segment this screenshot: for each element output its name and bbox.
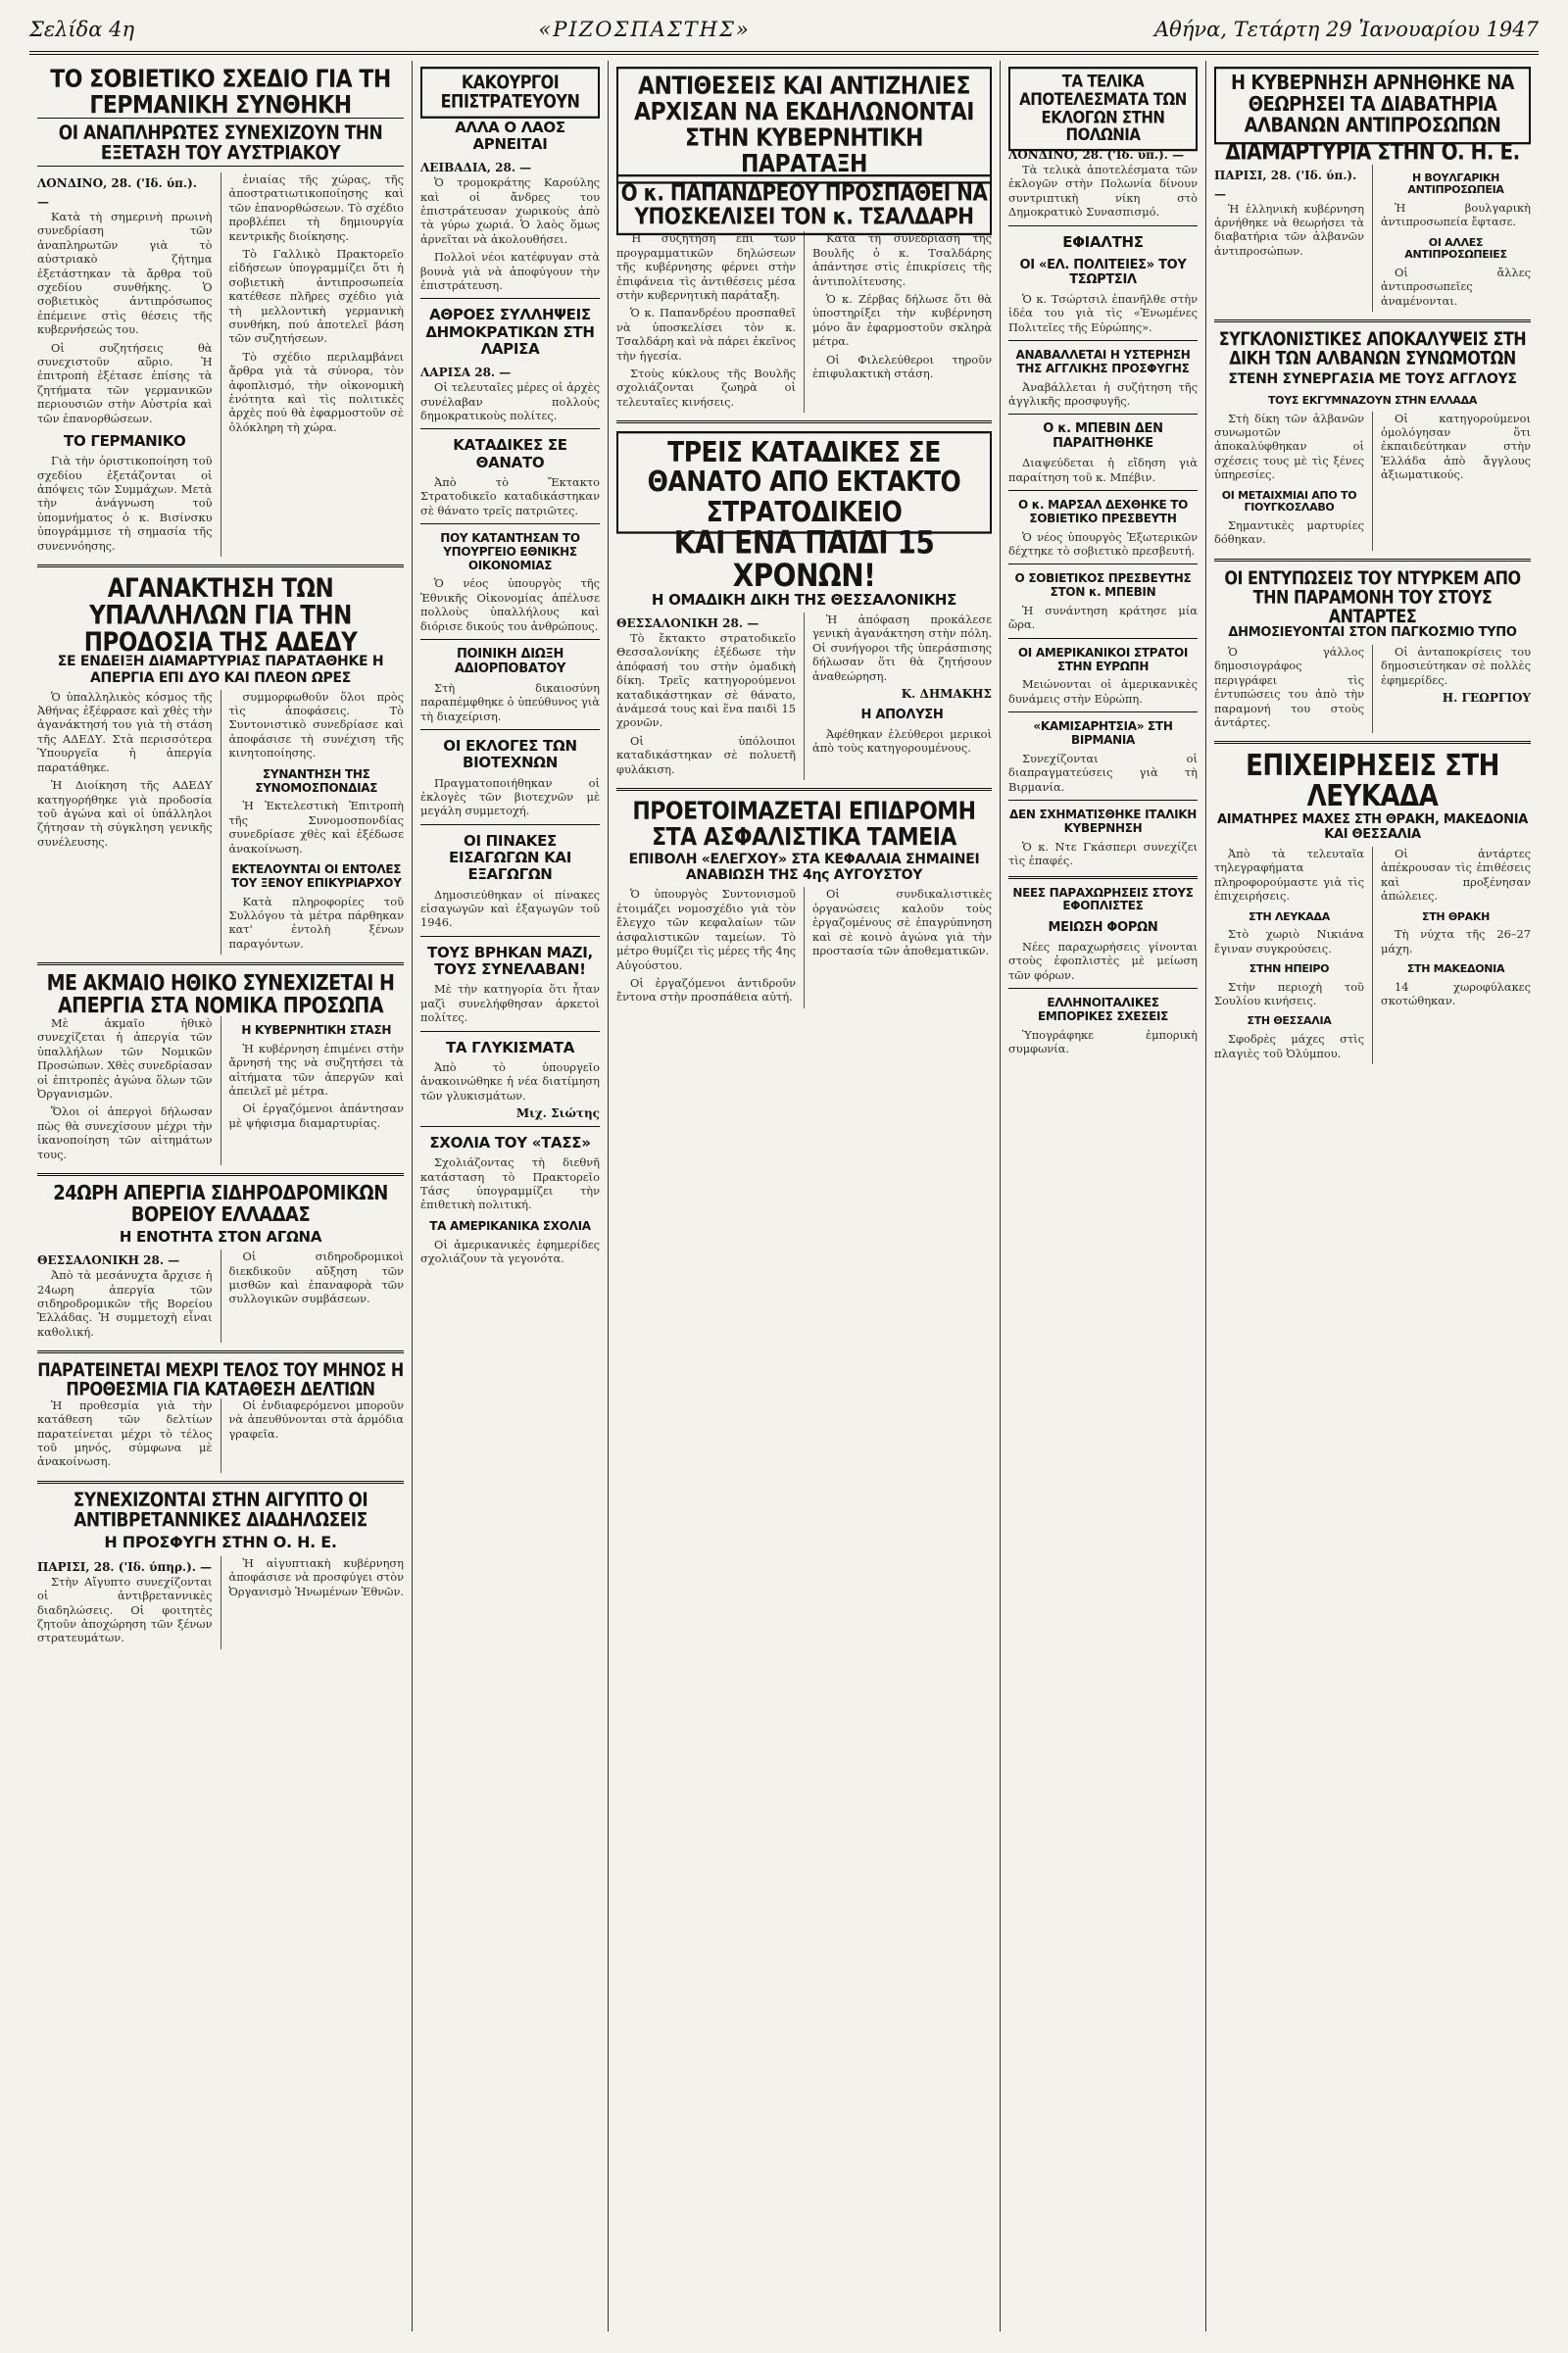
dateline: ΛΕΙΒΑΔΙΑ, 28. — (420, 161, 532, 175)
column-5: Η ΚΥΒΕΡΝΗΣΗ ΑΡΝΗΘΗΚΕ ΝΑ ΘΕΩΡΗΣΕΙ ΤΑ ΔΙΑΒΑΤΗΡΙΑ ΑΛΒΑΝΩΝ ΑΝΤΙΠΡΟΣΩΠΩΝ ΔΙΑΜΑΡΤΥΡΙΑ ΣΤΗΝ Ο. Η. Ε. ΠΑΡΙΣΙ, 28. ('Ιδ. ύπ.). — Ἡ ἑλληνικὴ κυβέρνηση ἀρνήθηκε νὰ θεωρήσει τὰ διαβατήρια τῶν ἀλβανῶν ἀντιπροσώπων. Η ΒΟΥΛΓΑΡΙΚΗ ΑΝΤΙΠΡΟΣΩΠΕΙΑ Ἡ βουλγαρικὴ ἀντιπροσωπεία ἔφτασε. ΟΙ ΑΛΛΕΣ ΑΝΤΙΠΡΟΣΩΠΕΙΕΣ Οἱ ἄλλες ἀντιπροσωπεῖες ἀναμένονται. ΣΥΓΚΛΟΝΙΣΤΙΚΕΣ ΑΠΟΚΑΛΥΨΕΙΣ ΣΤΗ ΔΙΚΗ ΤΩΝ ΑΛΒΑΝΩΝ ΣΥΝΩΜΟΤΩΝ ΣΤΕΝΗ ΣΥΝΕΡΓΑΣΙΑ ΜΕ ΤΟΥΣ ΑΓΓΛΟΥΣ ΤΟΥΣ ΕΚΓΥΜΝΑΖΟΥΝ ΣΤΗΝ ΕΛΛΑΔΑ Στὴ δίκη τῶν ἀλβανῶν συνωμοτῶν ἀποκαλύφθηκαν οἱ σχέσεις τους μὲ τὶς ξένες ὑπηρεσίες. ΟΙ ΜΕΤΑΙΧΜΙΑΙ ΑΠΟ ΤΟ ΓΙΟΥΓΚΟΣΛΑΒΟ Σημαντικὲς μαρτυρίες δόθηκαν. Οἱ κατηγορούμενοι ὁμολόγησαν ὅτι ἐκπαιδεύτηκαν στὴν Ἑλλάδα ἀπὸ ἄγγλους ἀξιωματικούς. ΟΙ ΕΝΤΥΠΩΣΕΙΣ ΤΟΥ ΝΤΥΡΚΕΜ ΑΠΟ ΤΗΝ ΠΑΡΑΜΟΝΗ ΤΟΥ ΣΤΟΥΣ ΑΝΤΑΡΤΕΣ ΔΗΜΟΣΙΕΥΟΝΤΑΙ ΣΤΟΝ ΠΑΓΚΟΣΜΙΟ ΤΥΠΟ Ὁ γάλλος δημοσιογράφος περιγράφει τὶς ἐντυπώσεις του ἀπὸ τὴν παραμονή του στοὺς ἀντάρτες. Οἱ ἀνταποκρίσεις του δημοσιεύτηκαν σὲ πολλὲς ἐφημερίδες. Η. ΓΕΩΡΓΙΟΥ ΕΠΙΧΕΙΡΗΣΕΙΣ ΣΤΗ ΛΕΥΚΑΔΑ ΑΙΜΑΤΗΡΕΣ ΜΑΧΕΣ ΣΤΗ ΘΡΑΚΗ, ΜΑΚΕΔΟΝΙΑ ΚΑΙ ΘΕΣΣΑΛΙΑ Ἀπὸ τὰ τελευταῖα τηλεγραφήματα πληροφορούμαστε γιὰ τὶς ἐπιχειρήσεις. ΣΤΗ ΛΕΥΚΑΔΑ Στὸ χωριὸ Νικιάνα ἔγιναν συγκρούσεις. ΣΤΗΝ ΗΠΕΙΡΟ Στὴν περιοχὴ τοῦ Σουλίου κινήσεις. ΣΤΗ ΘΕΣΣΑΛΙΑ Σφοδρὲς μάχες στὶς πλαγιὲς τοῦ Ὀλύμπου. Οἱ ἀντάρτες ἀπέκρουσαν τὶς ἐπιθέσεις καὶ προξένησαν ἀπώλειες. ΣΤΗ ΘΡΑΚΗ Τὴ νύχτα τῆς 26–27 μάχη. ΣΤΗ ΜΑΚΕΔΟΝΙΑ 14 χωροφύλακες σκοτώθηκαν. (1205, 61, 1539, 2331)
subhead-un-protest: ΔΙΑΜΑΡΤΥΡΙΑ ΣΤΗΝ Ο. Η. Ε. (1225, 137, 1520, 165)
region-lefkada: ΣΤΗ ΛΕΥΚΑΔΑ (1249, 909, 1330, 923)
subhead-foreign-orders: ΕΚΤΕΛΟΥΝΤΑΙ ΟΙ ΕΝΤΟΛΕΣ ΤΟΥ ΞΕΝΟΥ ΕΠΙΚΥΡΙΑΡΧΟΥ (230, 861, 402, 890)
subhead-nightmare: ΕΦΙΑΛΤΗΣ (1062, 232, 1144, 251)
subhead-unity: Η ΕΝΟΤΗΤΑ ΣΤΟΝ ΑΓΩΝΑ (119, 1227, 322, 1246)
newspaper-name: «ΡΙΖΟΣΠΑΣΤΗΣ» (538, 18, 751, 41)
column-4: ΤΑ ΤΕΛΙΚΑ ΑΠΟΤΕΛΕΣΜΑΤΑ ΤΩΝ ΕΚΛΟΓΩΝ ΣΤΗΝ ΠΟΛΩΝΙΑ ΛΟΝΔΙΝΟ, 28. ('Ιδ. ύπ.). — Τὰ τελικὰ ἀποτελέσματα τῶν ἐκλογῶν στὴν Πολωνία δίνουν συντριπτικὴ νίκη στὸ Δημοκρατικὸ Συνασπισμό. ΕΦΙΑΛΤΗΣ ΟΙ «ΕΛ. ΠΟΛΙΤΕΙΕΣ» ΤΟΥ ΤΣΩΡΤΣΙΛ Ὁ κ. Τσώρτσιλ ἐπανῆλθε στὴν ἰδέα του γιὰ τὶς «Ἑνωμένες Πολιτεῖες τῆς Εὐρώπης». ΑΝΑΒΑΛΛΕΤΑΙ Η ΥΣΤΕΡΗΣΗ ΤΗΣ ΑΓΓΛΙΚΗΣ ΠΡΟΣΦΥΓΗΣ Ἀναβάλλεται ἡ συζήτηση τῆς ἀγγλικῆς προσφυγῆς. Ο κ. ΜΠΕΒΙΝ ΔΕΝ ΠΑΡΑΙΤΗΘΗΚΕ Διαψεύδεται ἡ εἴδηση γιὰ παραίτηση τοῦ κ. Μπέβιν. Ο κ. ΜΑΡΣΑΛ ΔΕΧΘΗΚΕ ΤΟ ΣΟΒΙΕΤΙΚΟ ΠΡΕΣΒΕΥΤΗ Ὁ νέος ὑπουργὸς Ἐξωτερικῶν δέχτηκε τὸ σοβιετικὸ πρεσβευτή. Ο ΣΟΒΙΕΤΙΚΟΣ ΠΡΕΣΒΕΥΤΗΣ ΣΤΟΝ κ. ΜΠΕΒΙΝ Ἡ συνάντηση κράτησε μία ὥρα. ΟΙ ΑΜΕΡΙΚΑΝΙΚΟΙ ΣΤΡΑΤΟΙ ΣΤΗΝ ΕΥΡΩΠΗ Μειώνονται οἱ ἀμερικανικὲς δυνάμεις στὴν Εὐρώπη. «ΚΑΜΙΣΑΡΗΤΣΙΑ» ΣΤΗ ΒΙΡΜΑΝΙΑ Συνεχίζονται οἱ διαπραγματεύσεις γιὰ τὴ Βιρμανία. ΔΕΝ ΣΧΗΜΑΤΙΣΘΗΚΕ ΙΤΑΛΙΚΗ ΚΥΒΕΡΝΗΣΗ Ὁ κ. Ντε Γκάσπερι συνεχίζει τὶς ἐπαφές. ΝΕΕΣ ΠΑΡΑΧΩΡΗΣΕΙΣ ΣΤΟΥΣ ΕΦΟΠΛΙΣΤΕΣ ΜΕΙΩΣΗ ΦΟΡΩΝ Νέες παραχωρήσεις γίνονται στοὺς ἐφοπλιστὲς μὲ μείωση τῶν φόρων. ΕΛΛΗΝΟΙΤΑΛΙΚΕΣ ΕΜΠΟΡΙΚΕΣ ΣΧΕΣΕΙΣ Ὑπογράφηκε ἐμπορικὴ συμφωνία. (1000, 61, 1205, 2331)
headline-lefkada: ΕΠΙΧΕΙΡΗΣΕΙΣ ΣΤΗ ΛΕΥΚΑΔΑ (1246, 750, 1499, 815)
subhead-prosecution: ΠΟΙΝΙΚΗ ΔΙΩΞΗ ΑΔΙΟΡΠΟΒΑΤΟΥ (454, 647, 566, 676)
subhead-world-press: ΔΗΜΟΣΙΕΥΟΝΤΑΙ ΣΤΟΝ ΠΑΓΚΟΣΜΙΟ ΤΥΠΟ (1228, 625, 1517, 641)
headline-egypt-demonstrations: ΣΥΝΕΧΙΖΟΝΤΑΙ ΣΤΗΝ ΑΙΓΥΠΤΟ ΟΙ ΑΝΤΙΒΡΕΤΑΝΝΙΚΕΣ ΔΙΑΔΗΛΩΣΕΙΣ (73, 1489, 368, 1532)
subhead-tass: ΣΧΟΛΙΑ ΤΟΥ «ΤΑΣΣ» (429, 1134, 591, 1152)
subhead-bulgarian: Η ΒΟΥΛΓΑΡΙΚΗ ΑΝΤΙΠΡΟΣΩΠΕΙΑ (1407, 171, 1504, 197)
subhead-thessaloniki-trial: Η ΟΜΑΔΙΚΗ ΔΙΚΗ ΤΗΣ ΘΕΣΣΑΛΟΝΙΚΗΣ (651, 590, 957, 609)
subhead-bevin: Ο κ. ΜΠΕΒΙΝ ΔΕΝ ΠΑΡΑΙΤΗΘΗΚΕ (1043, 421, 1163, 452)
subhead-control-revival: ΕΠΙΒΟΛΗ «ΕΛΕΓΧΟΥ» ΣΤΑ ΚΕΦΑΛΑΙΑ ΣΗΜΑΙΝΕΙ ΑΝΑΒΙΩΣΗ ΤΗΣ 4ης ΑΥΓΟΥΣΤΟΥ (628, 852, 980, 884)
dateline: ΛΟΝΔΙΝΟ, 28. ('Ιδ. ύπ.). — (1008, 148, 1185, 162)
column-2: ΚΑΚΟΥΡΓΟΙ ΕΠΙΣΤΡΑΤΕΥΟΥΝ ΑΛΛΑ Ο ΛΑΟΣ ΑΡΝΕΙΤΑΙ ΛΕΙΒΑΔΙΑ, 28. — Ὁ τρομοκράτης Καρούλης καὶ οἱ ἄνδρες του ἐπιστράτευσαν χωρικοὺς ἀπὸ τὰ γύρω χωριά. Ὁ λαὸς ὅμως ἀρνεῖται νὰ ἀκολουθήσει. Πολλοὶ νέοι κατέφυγαν στὰ βουνὰ γιὰ νὰ ἀποφύγουν τὴν ἐπιστράτευση. ΑΘΡΟΕΣ ΣΥΛΛΗΨΕΙΣ ΔΗΜΟΚΡΑΤΙΚΩΝ ΣΤΗ ΛΑΡΙΣΑ ΛΑΡΙΣΑ 28. — Οἱ τελευταῖες μέρες οἱ ἀρχὲς συνέλαβαν πολλοὺς δημοκρατικοὺς πολίτες. ΚΑΤΑΔΙΚΕΣ ΣΕ ΘΑΝΑΤΟ Ἀπὸ τὸ Ἔκτακτο Στρατοδικεῖο καταδικάστηκαν σὲ θάνατο τρεῖς πατριῶτες. ΠΟΥ ΚΑΤΑΝΤΗΣΑΝ ΤΟ ΥΠΟΥΡΓΕΙΟ ΕΘΝΙΚΗΣ ΟΙΚΟΝΟΜΙΑΣ Ὁ νέος ὑπουργὸς τῆς Ἐθνικῆς Οἰκονομίας ἀπέλυσε πολλοὺς ὑπαλλήλους καὶ διόρισε δικούς του ἀνθρώπους. ΠΟΙΝΙΚΗ ΔΙΩΞΗ ΑΔΙΟΡΠΟΒΑΤΟΥ Στὴ δικαιοσύνη παραπέμφθηκε ὁ ὑπεύθυνος γιὰ τὴ διαχείριση. ΟΙ ΕΚΛΟΓΕΣ ΤΩΝ ΒΙΟΤΕΧΝΩΝ Πραγματοποιήθηκαν οἱ ἐκλογὲς τῶν βιοτεχνῶν μὲ μεγάλη συμμετοχή. ΟΙ ΠΙΝΑΚΕΣ ΕΙΣΑΓΩΓΩΝ ΚΑΙ ΕΞΑΓΩΓΩΝ Δημοσιεύθηκαν οἱ πίνακες εἰσαγωγῶν καὶ ἐξαγωγῶν τοῦ 1946. ΤΟΥΣ ΒΡΗΚΑΝ ΜΑΖΙ, ΤΟΥΣ ΣΥΝΕΛΑΒΑΝ! Μὲ τὴν κατηγορία ὅτι ἦταν μαζὶ συνελήφθησαν ἀρκετοὶ πολίτες. ΤΑ ΓΛΥΚΙΣΜΑΤΑ Ἀπὸ τὸ ὑπουργεῖο ἀνακοινώθηκε ἡ νέα διατίμηση τῶν γλυκισμάτων. Μιχ. Σιώτης ΣΧΟΛΙΑ ΤΟΥ «ΤΑΣΣ» Σχολιάζοντας τὴ διεθνῆ κατάσταση τὸ Πρακτορεῖο Τάσς ὑπογραμμίζει τὴν ἐπιθετικὴ πολιτική. ΤΑ ΑΜΕΡΙΚΑΝΙΚΑ ΣΧΟΛΙΑ Οἱ ἀμερικανικὲς ἐφημερίδες σχολιάζουν τὰ γεγονότα. (412, 61, 608, 2331)
headline-austrian-treaty: ΟΙ ΑΝΑΠΛΗΡΩΤΕΣ ΣΥΝΕΧΙΖΟΥΝ ΤΗΝ ΕΞΕΤΑΣΗ ΤΟΥ ΑΥΣΤΡΙΑΚΟΥ (58, 122, 383, 166)
subhead-churchill: ΟΙ «ΕΛ. ΠΟΛΙΤΕΙΕΣ» ΤΟΥ ΤΣΩΡΤΣΙΛ (1019, 257, 1187, 287)
page-number: Σελίδα 4η (29, 18, 135, 41)
headline-legal-entities-strike: ΜΕ ΑΚΜΑΙΟ ΗΘΙΚΟ ΣΥΝΕΧΙΖΕΤΑΙ Η ΑΠΕΡΓΙΑ ΣΤΑ ΝΟΜΙΚΑ ΠΡΟΣΩΠΑ (46, 970, 395, 1019)
headline-papandreou: Ο κ. ΠΑΠΑΝΔΡΕΟΥ ΠΡΟΣΠΑΘΕΙ ΝΑ ΥΠΟΣΚΕΛΙΣΕΙ ΤΟΝ κ. ΤΣΑΛΔΑΡΗ (616, 174, 992, 235)
subhead-italian-government: ΔΕΝ ΣΧΗΜΑΤΙΣΘΗΚΕ ΙΤΑΛΙΚΗ ΚΥΒΕΡΝΗΣΗ (1008, 808, 1198, 835)
region-thrace: ΣΤΗ ΘΡΑΚΗ (1421, 909, 1490, 923)
subhead-american-comments: ΤΑ ΑΜΕΡΙΚΑΝΙΚΑ ΣΧΟΛΙΑ (429, 1218, 591, 1233)
headline-insurance-funds: ΠΡΟΕΤΟΙΜΑΖΕΤΑΙ ΕΠΙΔΡΟΜΗ ΣΤΑ ΑΣΦΑΛΙΣΤΙΚΑ ΤΑΜΕΙΑ (632, 797, 976, 853)
subhead-german: ΤΟ ΓΕΡΜΑΝΙΚΟ (64, 431, 186, 450)
subhead-british-appeal: ΑΝΑΒΑΛΛΕΤΑΙ Η ΥΣΤΕΡΗΣΗ ΤΗΣ ΑΓΓΛΙΚΗΣ ΠΡΟΣΦΥΓΗΣ (1015, 347, 1191, 375)
subhead-other-delegations: ΟΙ ΑΛΛΕΣ ΑΝΤΙΠΡΟΣΩΠΕΙΕΣ (1404, 235, 1507, 262)
subhead-confederation: ΣΥΝΑΝΤΗΣΗ ΤΗΣ ΣΥΝΟΜΟΣΠΟΝΔΙΑΣ (255, 766, 378, 795)
headline-albanian-passports: Η ΚΥΒΕΡΝΗΣΗ ΑΡΝΗΘΗΚΕ ΝΑ ΘΕΩΡΗΣΕΙ ΤΑ ΔΙΑΒΑΤΗΡΙΑ ΑΛΒΑΝΩΝ ΑΝΤΙΠΡΟΣΩΠΩΝ (1214, 67, 1531, 144)
subhead-marshall: Ο κ. ΜΑΡΣΑΛ ΔΕΧΘΗΚΕ ΤΟ ΣΟΒΙΕΤΙΚΟ ΠΡΕΣΒΕΥΤΗ (1017, 498, 1189, 525)
subhead-trade-tables: ΟΙ ΠΙΝΑΚΕΣ ΕΙΣΑΓΩΓΩΝ ΚΑΙ ΕΞΑΓΩΓΩΝ (449, 831, 571, 884)
headline-poland-elections: ΤΑ ΤΕΛΙΚΑ ΑΠΟΤΕΛΕΣΜΑΤΑ ΤΩΝ ΕΚΛΟΓΩΝ ΣΤΗΝ ΠΟΛΩΝΙΑ (1008, 67, 1198, 151)
subhead-government-stance: Η ΚΥΒΕΡΝΗΤΙΚΗ ΣΤΑΣΗ (241, 1023, 392, 1038)
signature: Κ. ΔΗΜΑΚΗΣ (901, 687, 992, 702)
headline-durkheim: ΟΙ ΕΝΤΥΠΩΣΕΙΣ ΤΟΥ ΝΤΥΡΚΕΜ ΑΠΟ ΤΗΝ ΠΑΡΑΜΟΝΗ ΤΟΥ ΣΤΟΥΣ ΑΝΤΑΡΤΕΣ (1224, 566, 1521, 626)
headline-criminals-mobilize: ΚΑΚΟΥΡΓΟΙ ΕΠΙΣΤΡΑΤΕΥΟΥΝ (420, 67, 600, 118)
subhead-ministry: ΠΟΥ ΚΑΤΑΝΤΗΣΑΝ ΤΟ ΥΠΟΥΡΓΕΙΟ ΕΘΝΙΚΗΣ ΟΙΚΟΝΟΜΙΑΣ (440, 531, 580, 572)
subhead-death-sentences: ΚΑΤΑΔΙΚΕΣ ΣΕ ΘΑΝΑΤΟ (453, 436, 567, 471)
region-epirus: ΣΤΗΝ ΗΠΕΙΡΟ (1249, 962, 1330, 976)
article-soviet-plan: ΛΟΝΔΙΝΟ, 28. ('Ιδ. ύπ.). — Κατὰ τὴ σημερινὴ πρωινὴ συνεδρίαση τῶν ἀναπληρωτῶν γιὰ τὸ αὐστριακὸ ζήτημα ἐξετάστηκαν τὰ ἄρθρα τοῦ σχεδίου συνθήκης. Ὁ σοβιετικὸς ἀντιπρόσωπος ἐπέμεινε στὶς θέσεις τῆς κυβερνήσεώς του. Οἱ συζητήσεις θὰ συνεχιστοῦν αὔριο. Ἡ ἐπιτροπὴ ἐξέτασε ἐπίσης τὰ ζητήματα τῶν γερμανικῶν περιουσιῶν στὴν Αὐστρία καὶ τῶν ἐπανορθώσεων. ΤΟ ΓΕΡΜΑΝΙΚΟ Γιὰ τὴν ὁριστικοποίηση τοῦ σχεδίου ἐξετάζονται οἱ ἀπόψεις τῶν Συμμάχων. Μετὰ τὴν ἀνάγνωση τοῦ ὑπομνήματος ὁ κ. Βισίνσκυ ὑπογράμμισε τὴ σημασία τῆς συνεννόησης. ἐνιαίας τῆς χώρας, τῆς ἀποστρατιωτικοποίησης καὶ τῶν ἐπανορθώσεων. Τὸ σχέδιο προβλέπει τὴ δημιουργία κεντρικῆς διοίκησης. Τὸ Γαλλικὸ Πρακτορεῖο εἰδήσεων ὑπογραμμίζει ὅτι ἡ σοβιετικὴ ἀντιπροσωπεία κατέθεσε πλῆρες σχέδιο γιὰ τὴ μελλοντικὴ γερμανικὴ συνθήκη, πού ἀποτελεῖ βάση τῶν συζητήσεων. Τὸ σχέδιο περιλαμβάνει ἄρθρα γιὰ τὰ σύνορα, τὸν ἀφοπλισμό, τὴν οἰκονομικὴ ἑνότητα καὶ τὶς πολιτικὲς ἀρχὲς πού θὰ ἐφαρμοστοῦν σὲ ὁλόκληρη τὴ χώρα. (37, 172, 404, 557)
subhead-greek-italian-trade: ΕΛΛΗΝΟΙΤΑΛΙΚΕΣ ΕΜΠΟΡΙΚΕΣ ΣΧΕΣΕΙΣ (1037, 996, 1169, 1024)
signature: Η. ΓΕΩΡΓΙΟΥ (1442, 691, 1531, 706)
subhead-sweets: ΤΑ ΓΛΥΚΙΣΜΑΤΑ (445, 1038, 575, 1056)
signature: Μιχ. Σιώτης (515, 1106, 600, 1121)
subhead-battles: ΑΙΜΑΤΗΡΕΣ ΜΑΧΕΣ ΣΤΗ ΘΡΑΚΗ, ΜΑΚΕΔΟΝΙΑ ΚΑΙ ΘΕΣΣΑΛΙΑ (1216, 812, 1529, 843)
dateline: ΠΑΡΙΣΙ, 28. ('Ιδ. ύπ.). — (1214, 168, 1357, 201)
subhead-burma: «ΚΑΜΙΣΑΡΗΤΣΙΑ» ΣΤΗ ΒΙΡΜΑΝΙΑ (1033, 719, 1173, 748)
dateline: ΛΟΝΔΙΝΟ, 28. ('Ιδ. ύπ.). — (37, 175, 197, 209)
subhead-release: Η ΑΠΟΛΥΣΗ (860, 708, 944, 723)
column-1: ΤΟ ΣΟΒΙΕΤΙΚΟ ΣΧΕΔΙΟ ΓΙΑ ΤΗ ΓΕΡΜΑΝΙΚΗ ΣΥΝΘΗΚΗ ΟΙ ΑΝΑΠΛΗΡΩΤΕΣ ΣΥΝΕΧΙΖΟΥΝ ΤΗΝ ΕΞΕΤΑΣΗ ΤΟΥ ΑΥΣΤΡΙΑΚΟΥ ΛΟΝΔΙΝΟ, 28. ('Ιδ. ύπ.). — Κατὰ τὴ σημερινὴ πρωινὴ συνεδρίαση τῶν ἀναπληρωτῶν γιὰ τὸ αὐστριακὸ ζήτημα ἐξετάστηκαν τὰ ἄρθρα τοῦ σχεδίου συνθήκης. Ὁ σοβιετικὸς ἀντιπρόσωπος ἐπέμεινε στὶς θέσεις τῆς κυβερνήσεώς του. Οἱ συζητήσεις θὰ συνεχιστοῦν αὔριο. Ἡ ἐπιτροπὴ ἐξέτασε ἐπίσης τὰ ζητήματα τῶν γερμανικῶν περιουσιῶν στὴν Αὐστρία καὶ τῶν ἐπανορθώσεων. ΤΟ ΓΕΡΜΑΝΙΚΟ Γιὰ τὴν ὁριστικοποίηση τοῦ σχεδίου ἐξετάζονται οἱ ἀπόψεις τῶν Συμμάχων. Μετὰ τὴν ἀνάγνωση τοῦ ὑπομνήματος ὁ κ. Βισίνσκυ ὑπογράμμισε τὴ σημασία τῆς συνεννόησης. ἐνιαίας τῆς χώρας, τῆς ἀποστρατιωτικοποίησης καὶ τῶν ἐπανορθώσεων. Τὸ σχέδιο προβλέπει τὴ δημιουργία κεντρικῆς διοίκησης. Τὸ Γαλλικὸ Πρακτορεῖο εἰδήσεων ὑπογραμμίζει ὅτι ἡ σοβιετικὴ ἀντιπροσωπεία κατέθεσε πλῆρες σχέδιο γιὰ τὴ μελλοντικὴ γερμανικὴ συνθήκη, πού ἀποτελεῖ βάση τῶν συζητήσεων. Τὸ σχέδιο περιλαμβάνει ἄρθρα γιὰ τὰ σύνορα, τὸν ἀφοπλισμό, τὴν οἰκονομικὴ ἑνότητα καὶ τὶς πολιτικὲς ἀρχὲς πού θὰ ἐφαρμοστοῦν σὲ ὁλόκληρη τὴ χώρα. ΑΓΑΝΑΚΤΗΣΗ ΤΩΝ ΥΠΑΛΛΗΛΩΝ ΓΙΑ ΤΗΝ ΠΡΟΔΟΣΙΑ ΤΗΣ ΑΔΕΔΥ ΣΕ ΕΝΔΕΙΞΗ ΔΙΑΜΑΡΤΥΡΙΑΣ ΠΑΡΑΤΑΘΗΚΕ Η ΑΠΕΡΓΙΑ ΕΠΙ ΔΥΟ ΚΑΙ ΠΛΕΟΝ ΩΡΕΣ Ὁ ὑπαλληλικὸς κόσμος τῆς Ἀθήνας ἐξέφρασε καὶ χθὲς τὴν ἀγανάκτησή του γιὰ τὴ στάση τῆς ΑΔΕΔΥ. Στὰ περισσότερα Ὑπουργεῖα ἡ ἀπεργία παρατάθηκε. Ἡ Διοίκηση τῆς ΑΔΕΔΥ κατηγορήθηκε γιὰ προδοσία τοῦ ἀγώνα καὶ οἱ ὑπάλληλοι ζήτησαν τὴ σύγκληση γενικῆς συνέλευσης. συμμορφωθοῦν ὅλοι πρὸς τὶς ἀποφάσεις. Τὸ Συντονιστικὸ συνεδρίασε καὶ ἀποφάσισε τὴ συνέχιση τῆς κινητοποίησης. ΣΥΝΑΝΤΗΣΗ ΤΗΣ ΣΥΝΟΜΟΣΠΟΝΔΙΑΣ Ἡ Ἐκτελεστικὴ Ἐπιτροπὴ τῆς Συνομοσπονδίας συνεδρίασε χθὲς καὶ ἐξέδωσε ἀνακοίνωση. ΕΚΤΕΛΟΥΝΤΑΙ ΟΙ ΕΝΤΟΛΕΣ ΤΟΥ ΞΕΝΟΥ ΕΠΙΚΥΡΙΑΡΧΟΥ Κατὰ πληροφορίες τοῦ Συλλόγου τὰ μέτρα πάρθηκαν κατ' ἐντολὴ ξένων παραγόντων. ΜΕ ΑΚΜΑΙΟ ΗΘΙΚΟ ΣΥΝΕΧΙΖΕΤΑΙ Η ΑΠΕΡΓΙΑ ΣΤΑ ΝΟΜΙΚΑ ΠΡΟΣΩΠΑ Μὲ ἀκμαῖο ἠθικὸ συνεχίζεται ἡ ἀπεργία τῶν ὑπαλλήλων τῶν Νομικῶν Προσώπων. Χθὲς συνεδρίασαν οἱ ἐπιτροπὲς ἀγώνα ὅλων τῶν Ὀργανισμῶν. Ὅλοι οἱ ἀπεργοὶ δήλωσαν πὼς θὰ συνεχίσουν μέχρι τὴν ἱκανοποίηση τῶν αἰτημάτων τους. Η ΚΥΒΕΡΝΗΤΙΚΗ ΣΤΑΣΗ Ἡ κυβέρνηση ἐπιμένει στὴν ἄρνησή της νὰ συζητήσει τὰ αἰτήματα τῶν ἀπεργῶν καὶ ἀπειλεῖ μὲ μέτρα. Οἱ ἐργαζόμενοι ἀπάντησαν μὲ ψήφισμα διαμαρτυρίας. 24ΩΡΗ ΑΠΕΡΓΙΑ ΣΙΔΗΡΟΔΡΟΜΙΚΩΝ ΒΟΡΕΙΟΥ ΕΛΛΑΔΑΣ Η ΕΝΟΤΗΤΑ ΣΤΟΝ ΑΓΩΝΑ ΘΕΣΣΑΛΟΝΙΚΗ 28. — Ἀπὸ τὰ μεσάνυχτα ἄρχισε ἡ 24ωρη ἀπεργία τῶν σιδηροδρομικῶν τῆς Βορείου Ἑλλάδας. Ἡ συμμετοχὴ εἶναι καθολική. Οἱ σιδηροδρομικοὶ διεκδικοῦν αὔξηση τῶν μισθῶν καὶ ἐπαναφορὰ τῶν συλλογικῶν συμβάσεων. ΠΑΡΑΤΕΙΝΕΤΑΙ ΜΕΧΡΙ ΤΕΛΟΣ ΤΟΥ ΜΗΝΟΣ Η ΠΡΟΘΕΣΜΙΑ ΓΙΑ ΚΑΤΑΘΕΣΗ ΔΕΛΤΙΩΝ Ἡ προθεσμία γιὰ τὴν κατάθεση τῶν δελτίων παρατείνεται μέχρι τὸ τέλος τοῦ μηνός, σύμφωνα μὲ ἀνακοίνωση. Οἱ ἐνδιαφερόμενοι μποροῦν νὰ ἀπευθύνονται στὰ ἁρμόδια γραφεῖα. ΣΥΝΕΧΙΖΟΝΤΑΙ ΣΤΗΝ ΑΙΓΥΠΤΟ ΟΙ ΑΝΤΙΒΡΕΤΑΝΝΙΚΕΣ ΔΙΑΔΗΛΩΣΕΙΣ Η ΠΡΟΣΦΥΓΗ ΣΤΗΝ Ο. Η. Ε. ΠΑΡΙΣΙ, 28. ('Ιδ. ύπηρ.). — Στὴν Αἴγυπτο συνεχίζονται οἱ ἀντιβρεταννικὲς διαδηλώσεις. Οἱ φοιτητὲς ζητοῦν ἀποχώρηση τῶν ξένων στρατευμάτων. Ἡ αἰγυπτιακὴ κυβέρνηση ἀποφάσισε νὰ προσφύγει στὸν Ὀργανισμὸ Ἡνωμένων Ἐθνῶν. (29, 61, 412, 2331)
subhead-shipowners: ΝΕΕΣ ΠΑΡΑΧΩΡΗΣΕΙΣ ΣΤΟΥΣ ΕΦΟΠΛΙΣΤΕΣ (1012, 885, 1194, 913)
subhead-un-appeal: Η ΠΡΟΣΦΥΓΗ ΣΤΗΝ Ο. Η. Ε. (104, 1533, 337, 1552)
column-3: ΑΝΤΙΘΕΣΕΙΣ ΚΑΙ ΑΝΤΙΖΗΛΙΕΣ ΑΡΧΙΣΑΝ ΝΑ ΕΚΔΗΛΩΝΟΝΤΑΙ ΣΤΗΝ ΚΥΒΕΡΝΗΤΙΚΗ ΠΑΡΑΤΑΞΗ Ο κ. ΠΑΠΑΝΔΡΕΟΥ ΠΡΟΣΠΑΘΕΙ ΝΑ ΥΠΟΣΚΕΛΙΣΕΙ ΤΟΝ κ. ΤΣΑΛΔΑΡΗ Ἡ συζήτηση ἐπὶ τῶν προγραμματικῶν δηλώσεων τῆς κυβέρνησης φέρνει στὴν ἐπιφάνεια τὶς ἀντιθέσεις μέσα στὴν κυβερνητικὴ παράταξη. Ὁ κ. Παπανδρέου προσπαθεῖ νὰ ὑποσκελίσει τὸν κ. Τσαλδάρη καὶ νὰ πάρει ἐκεῖνος τὴν ἡγεσία. Στοὺς κύκλους τῆς Βουλῆς σχολιάζονται ζωηρὰ οἱ τελευταῖες κινήσεις. Κατὰ τὴ συνεδρίαση τῆς Βουλῆς ὁ κ. Τσαλδάρης ἀπάντησε στὶς ἐπικρίσεις τῆς ἀντιπολίτευσης. Ὁ κ. Ζέρβας δήλωσε ὅτι θὰ ὑποστηρίξει τὴν κυβέρνηση μόνο ἂν ἐφαρμοστοῦν σκληρὰ μέτρα. Οἱ Φιλελεύθεροι τηροῦν ἐπιφυλακτικὴ στάση. ΤΡΕΙΣ ΚΑΤΑΔΙΚΕΣ ΣΕ ΘΑΝΑΤΟ ΑΠΟ ΕΚΤΑΚΤΟ ΣΤΡΑΤΟΔΙΚΕΙΟ ΚΑΙ ΕΝΑ ΠΑΙΔΙ 15 ΧΡΟΝΩΝ! Η ΟΜΑΔΙΚΗ ΔΙΚΗ ΤΗΣ ΘΕΣΣΑΛΟΝΙΚΗΣ ΘΕΣΣΑΛΟΝΙΚΗ 28. — Τὸ ἔκτακτο στρατοδικεῖο Θεσσαλονίκης ἐξέδωσε τὴν ἀπόφασή του στὴν ὁμαδικὴ δίκη. Τρεῖς κατηγορούμενοι καταδικάστηκαν σὲ θάνατο, ἀνάμεσά τους καὶ ἕνα παιδὶ 15 χρονῶν. Οἱ ὑπόλοιποι καταδικάστηκαν σὲ πολυετῆ φυλάκιση. Ἡ ἀπόφαση προκάλεσε γενικὴ ἀγανάκτηση στὴν πόλη. Οἱ συνήγοροι τῆς ὑπεράσπισης δήλωσαν ὅτι θὰ ζητήσουν ἀναθεώρηση. Κ. ΔΗΜΑΚΗΣ Η ΑΠΟΛΥΣΗ Ἀφέθηκαν ἐλεύθεροι μερικοὶ ἀπὸ τοὺς κατηγορουμένους. ΠΡΟΕΤΟΙΜΑΖΕΤΑΙ ΕΠΙΔΡΟΜΗ ΣΤΑ ΑΣΦΑΛΙΣΤΙΚΑ ΤΑΜΕΙΑ ΕΠΙΒΟΛΗ «ΕΛΕΓΧΟΥ» ΣΤΑ ΚΕΦΑΛΑΙΑ ΣΗΜΑΙΝΕΙ ΑΝΑΒΙΩΣΗ ΤΗΣ 4ης ΑΥΓΟΥΣΤΟΥ Ὁ ὑπουργὸς Συντονισμοῦ ἐτοιμάζει νομοσχέδιο γιὰ τὸν ἔλεγχο τῶν κεφαλαίων τῶν ἀσφαλιστικῶν ταμείων. Τὸ μέτρο θυμίζει τὶς μέρες τῆς 4ης Αὐγούστου. Οἱ ἐργαζόμενοι ἀντιδροῦν ἔντονα στὴν προσπάθεια αὐτή. Οἱ συνδικαλιστικὲς ὀργανώσεις καλοῦν τοὺς ἐργαζομένους σὲ ἐπαγρύπνηση καὶ σὲ κοινὸ ἀγώνα γιὰ τὴν προστασία τῶν ἀποθεματικῶν. (608, 61, 1000, 2331)
dateline: ΠΑΡΙΣΙ, 28. ('Ιδ. ύπηρ.). — (37, 1559, 213, 1574)
subhead-people-refuse: ΑΛΛΑ Ο ΛΑΟΣ ΑΡΝΕΙΤΑΙ (455, 118, 565, 153)
subhead-tax-cut: ΜΕΙΩΣΗ ΦΟΡΩΝ (1048, 920, 1158, 936)
subhead-soviet-ambassador: Ο ΣΟΒΙΕΤΙΚΟΣ ΠΡΕΣΒΕΥΤΗΣ ΣΤΟΝ κ. ΜΠΕΒΙΝ (1014, 571, 1192, 600)
subhead-yugoslav: ΟΙ ΜΕΤΑΙΧΜΙΑΙ ΑΠΟ ΤΟ ΓΙΟΥΓΚΟΣΛΑΒΟ (1221, 488, 1357, 515)
masthead (29, 8, 1539, 55)
subhead-british-cooperation: ΣΤΕΝΗ ΣΥΝΕΡΓΑΣΙΑ ΜΕ ΤΟΥΣ ΑΓΓΛΟΥΣ (1228, 370, 1517, 387)
subhead-trained-greece: ΤΟΥΣ ΕΚΓΥΜΝΑΖΟΥΝ ΣΤΗΝ ΕΛΛΑΔΑ (1267, 393, 1478, 407)
region-thessaly: ΣΤΗ ΘΕΣΣΑΛΙΑ (1247, 1014, 1332, 1028)
headline-albanian-trial: ΣΥΓΚΛΟΝΙΣΤΙΚΕΣ ΑΠΟΚΑΛΥΨΕΙΣ ΣΤΗ ΔΙΚΗ ΤΩΝ ΑΛΒΑΝΩΝ ΣΥΝΩΜΟΤΩΝ (1218, 327, 1527, 369)
dateline: ΛΑΡΙΣΑ 28. — (420, 366, 512, 380)
headline-three-death-sentences: ΤΡΕΙΣ ΚΑΤΑΔΙΚΕΣ ΣΕ ΘΑΝΑΤΟ ΑΠΟ ΕΚΤΑΚΤΟ ΣΤΡΑΤΟΔΙΚΕΙΟ (616, 431, 992, 533)
issue-date: Αθήνα, Τετάρτη 29 Ἰανουαρίου 1947 (1154, 18, 1539, 41)
dateline: ΘΕΣΣΑΛΟΝΙΚΗ 28. — (616, 616, 760, 631)
subhead-mass-arrests: ΑΘΡΟΕΣ ΣΥΛΛΗΨΕΙΣ ΔΗΜΟΚΡΑΤΙΚΩΝ ΣΤΗ ΛΑΡΙΣΑ (425, 306, 595, 358)
dateline: ΘΕΣΣΑΛΟΝΙΚΗ 28. — (37, 1253, 180, 1268)
headline-railway-strike: 24ΩΡΗ ΑΠΕΡΓΙΑ ΣΙΔΗΡΟΔΡΟΜΙΚΩΝ ΒΟΡΕΙΟΥ ΕΛΛΑΔΑΣ (53, 1181, 388, 1227)
subhead-found-together: ΤΟΥΣ ΒΡΗΚΑΝ ΜΑΖΙ, ΤΟΥΣ ΣΥΝΕΛΑΒΑΝ! (427, 943, 593, 979)
headline-child-15: ΚΑΙ ΕΝΑ ΠΑΙΔΙ 15 ΧΡΟΝΩΝ! (673, 523, 935, 595)
headline-deadline-extended: ΠΑΡΑΤΕΙΝΕΤΑΙ ΜΕΧΡΙ ΤΕΛΟΣ ΤΟΥ ΜΗΝΟΣ Η ΠΡΟΘΕΣΜΙΑ ΓΙΑ ΚΑΤΑΘΕΣΗ ΔΕΛΤΙΩΝ (37, 1358, 404, 1400)
headline-civil-servants: ΑΓΑΝΑΚΤΗΣΗ ΤΩΝ ΥΠΑΛΛΗΛΩΝ ΓΙΑ ΤΗΝ ΠΡΟΔΟΣΙΑ ΤΗΣ ΑΔΕΔΥ (83, 573, 358, 659)
headline-rivalries: ΑΝΤΙΘΕΣΕΙΣ ΚΑΙ ΑΝΤΙΖΗΛΙΕΣ ΑΡΧΙΣΑΝ ΝΑ ΕΚΔΗΛΩΝΟΝΤΑΙ ΣΤΗΝ ΚΥΒΕΡΝΗΤΙΚΗ ΠΑΡΑΤΑΞΗ (616, 67, 992, 184)
subhead-strike-extended: ΣΕ ΕΝΔΕΙΞΗ ΔΙΑΜΑΡΤΥΡΙΑΣ ΠΑΡΑΤΑΘΗΚΕ Η ΑΠΕΡΓΙΑ ΕΠΙ ΔΥΟ ΚΑΙ ΠΛΕΟΝ ΩΡΕΣ (57, 654, 384, 686)
subhead-craftsmen-elections: ΟΙ ΕΚΛΟΓΕΣ ΤΩΝ ΒΙΟΤΕΧΝΩΝ (443, 737, 577, 772)
region-macedonia: ΣΤΗ ΜΑΚΕΔΟΝΙΑ (1406, 962, 1505, 976)
headline-soviet-plan: ΤΟ ΣΟΒΙΕΤΙΚΟ ΣΧΕΔΙΟ ΓΙΑ ΤΗ ΓΕΡΜΑΝΙΚΗ ΣΥΝΘΗΚΗ (50, 65, 391, 121)
subhead-american-troops: ΟΙ ΑΜΕΡΙΚΑΝΙΚΟΙ ΣΤΡΑΤΟΙ ΣΤΗΝ ΕΥΡΩΠΗ (1017, 645, 1189, 673)
